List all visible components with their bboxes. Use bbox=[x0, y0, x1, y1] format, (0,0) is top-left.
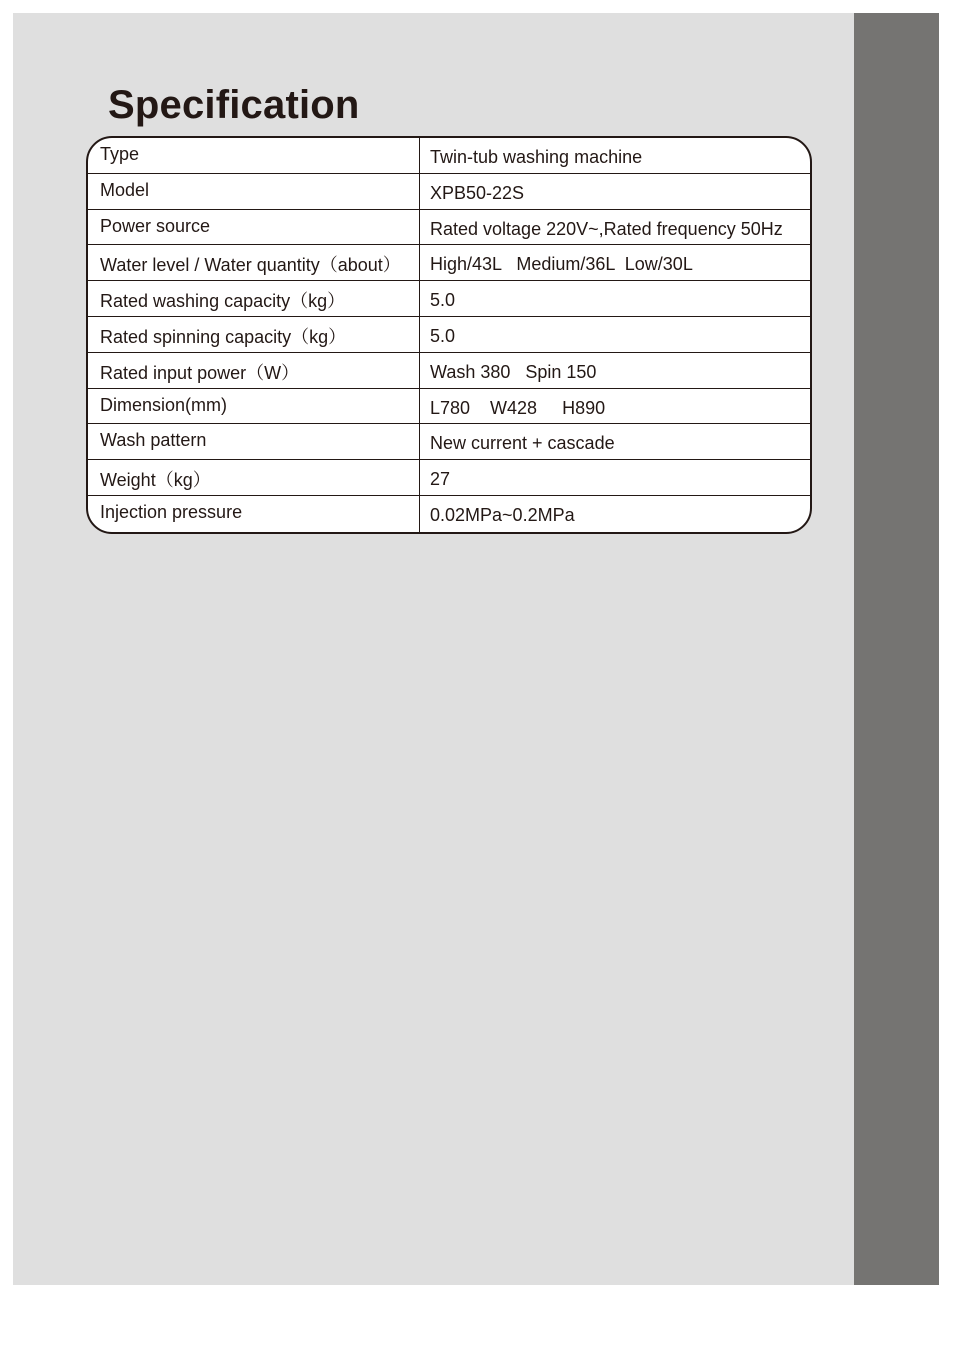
table-row bbox=[88, 174, 810, 210]
row-label: Model bbox=[88, 174, 420, 209]
table-row bbox=[88, 424, 810, 460]
table-row bbox=[88, 460, 810, 496]
side-band bbox=[854, 13, 939, 1285]
row-label: Rated input power（W） bbox=[88, 353, 420, 388]
row-label: Type bbox=[88, 138, 420, 173]
row-label: Rated spinning capacity（kg） bbox=[88, 317, 420, 352]
row-value: High/43L Medium/36L Low/30L bbox=[430, 254, 693, 275]
table-row bbox=[88, 281, 810, 317]
row-value: 5.0 bbox=[430, 290, 456, 311]
row-label: Water level / Water quantity（about） bbox=[88, 245, 420, 280]
row-label: Rated washing capacity（kg） bbox=[88, 281, 420, 316]
table-row bbox=[88, 138, 810, 174]
row-label: Power source bbox=[88, 210, 420, 245]
row-label: Injection pressure bbox=[88, 496, 420, 532]
table-row bbox=[88, 317, 810, 353]
row-value: 5.0 bbox=[430, 325, 456, 346]
row-value: Twin-tub washing machine bbox=[430, 147, 643, 167]
row-value: Rated voltage 220V~,Rated frequency 50Hz bbox=[430, 218, 783, 239]
row-label: Dimension(mm) bbox=[88, 389, 420, 424]
row-label: Wash pattern bbox=[88, 424, 420, 459]
row-value: Wash 380 Spin 150 bbox=[430, 361, 597, 382]
row-value: New current + cascade bbox=[430, 433, 615, 454]
table-row bbox=[88, 353, 810, 389]
row-value: 27 bbox=[430, 469, 451, 490]
specification-table bbox=[86, 136, 812, 534]
table-row bbox=[88, 389, 810, 425]
table-row bbox=[88, 496, 810, 532]
page-title: Specification bbox=[108, 83, 360, 127]
row-value: XPB50-22S bbox=[430, 182, 525, 203]
row-value: L780 W428 H890 bbox=[430, 397, 606, 418]
row-label: Weight（kg） bbox=[88, 460, 420, 495]
row-value: 0.02MPa~0.2MPa bbox=[430, 504, 575, 525]
table-row bbox=[88, 210, 810, 246]
table-row bbox=[88, 245, 810, 281]
